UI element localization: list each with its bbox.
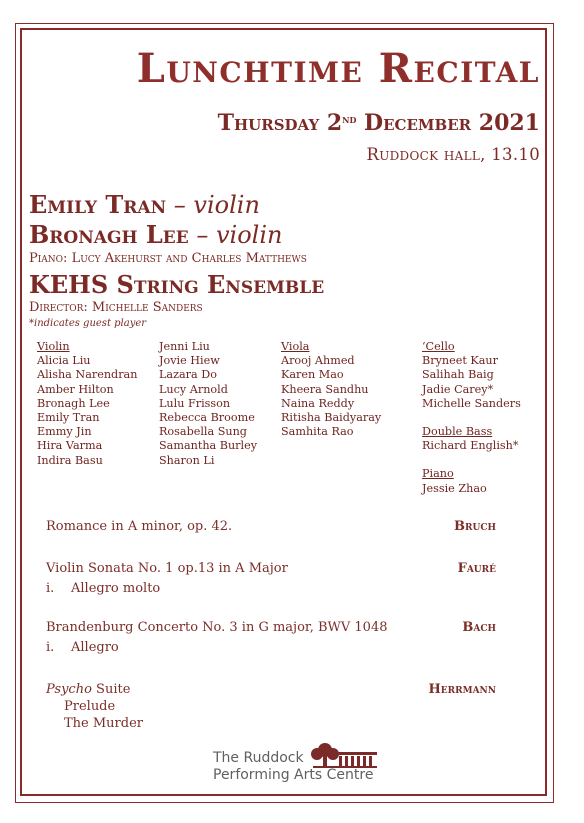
venue-time: Ruddock hall, 13.10 <box>366 145 540 164</box>
programme-composer: Herrmann <box>428 682 496 697</box>
programme-composer: Bach <box>462 620 496 635</box>
player-name: Lulu Frisson <box>159 396 231 410</box>
programme-movement: Allegro molto <box>71 581 161 596</box>
programme-work: Romance in A minor, op. 42. <box>46 519 233 534</box>
performer-instrument: violin <box>193 191 260 219</box>
page-title: Lunchtime Recital <box>136 45 540 92</box>
player-name: Emily Tran <box>37 411 100 425</box>
logo-line-2: Performing Arts Centre <box>213 767 374 783</box>
performer-name: Bronagh Lee <box>29 220 189 249</box>
section-heading: Double Bass <box>422 425 493 439</box>
player-name: Michelle Sanders <box>422 396 521 410</box>
performer-name: Emily Tran <box>29 190 167 219</box>
player-name: Sharon Li <box>159 453 215 467</box>
programme-movement-num: i. <box>46 581 55 596</box>
programme-movement-num: i. <box>46 640 55 655</box>
guest-note: *indicates guest player <box>29 318 147 329</box>
roster-viola <box>281 340 381 439</box>
player-name: Hira Varma <box>37 439 103 453</box>
programme-work: Violin Sonata No. 1 op.13 in A Major <box>46 561 288 576</box>
player-name: Bronagh Lee <box>37 396 110 410</box>
player-name: Samantha Burley <box>159 439 258 453</box>
programme-work: Psycho Suite <box>46 682 131 697</box>
player-name: Jovie Hiew <box>159 354 220 368</box>
player-name: Arooj Ahmed <box>281 354 355 368</box>
programme-movement: Allegro <box>71 640 119 655</box>
player-name: Lucy Arnold <box>159 382 228 396</box>
programme-subpart: The Murder <box>64 716 143 731</box>
programme-subpart: Prelude <box>64 699 116 714</box>
ensemble-name: KEHS String Ensemble <box>29 270 325 299</box>
player-name: Emmy Jin <box>37 425 92 439</box>
player-name: Lazara Do <box>159 368 217 382</box>
performer-instrument: violin <box>215 221 283 249</box>
player-name: Jessie Zhao <box>422 481 487 495</box>
ensemble-director: Director: Michelle Sanders <box>29 300 203 315</box>
roster-cello-bass-piano <box>422 340 521 496</box>
player-name: Salihah Baig <box>422 368 494 382</box>
logo-line-1: The Ruddock <box>213 750 304 766</box>
performer-1: Emily Tran – violin <box>29 190 260 219</box>
section-heading: Piano <box>422 467 454 481</box>
player-name: Jenni Liu <box>159 340 210 353</box>
player-name: Samhita Rao <box>281 425 354 439</box>
player-name: Amber Hilton <box>37 382 114 396</box>
player-name: Alicia Liu <box>37 354 91 368</box>
player-name: Rebecca Broome <box>159 411 255 425</box>
programme-composer: Bruch <box>454 519 496 534</box>
player-name: Ritisha Baidyaray <box>281 411 382 425</box>
player-name: Naina Reddy <box>281 396 355 410</box>
section-heading: Viola <box>281 340 310 353</box>
player-name: Indira Basu <box>37 453 103 467</box>
player-name: Rosabella Sung <box>159 425 247 439</box>
player-name: Richard English* <box>422 439 519 453</box>
player-name: Alisha Narendran <box>37 368 138 382</box>
roster-violin-col1 <box>37 340 137 468</box>
programme-composer: Fauré <box>457 561 496 576</box>
section-heading: ‘Cello <box>422 340 455 353</box>
player-name: Karen Mao <box>281 368 344 382</box>
ruddock-logo <box>213 740 378 785</box>
player-name: Jadie Carey* <box>422 382 494 396</box>
player-name: Bryneet Kaur <box>422 354 498 368</box>
performer-2: Bronagh Lee – violin <box>29 220 283 249</box>
player-name: Kheera Sandhu <box>281 382 369 396</box>
piano-accompanists: Piano: Lucy Akehurst and Charles Matthews <box>29 251 307 266</box>
section-heading: Violin <box>37 340 70 353</box>
roster-violin-col2 <box>159 340 257 468</box>
concert-date: Thursday 2nd December 2021 <box>217 110 540 136</box>
programme-work: Brandenburg Concerto No. 3 in G major, BWV 1048 <box>46 620 388 635</box>
